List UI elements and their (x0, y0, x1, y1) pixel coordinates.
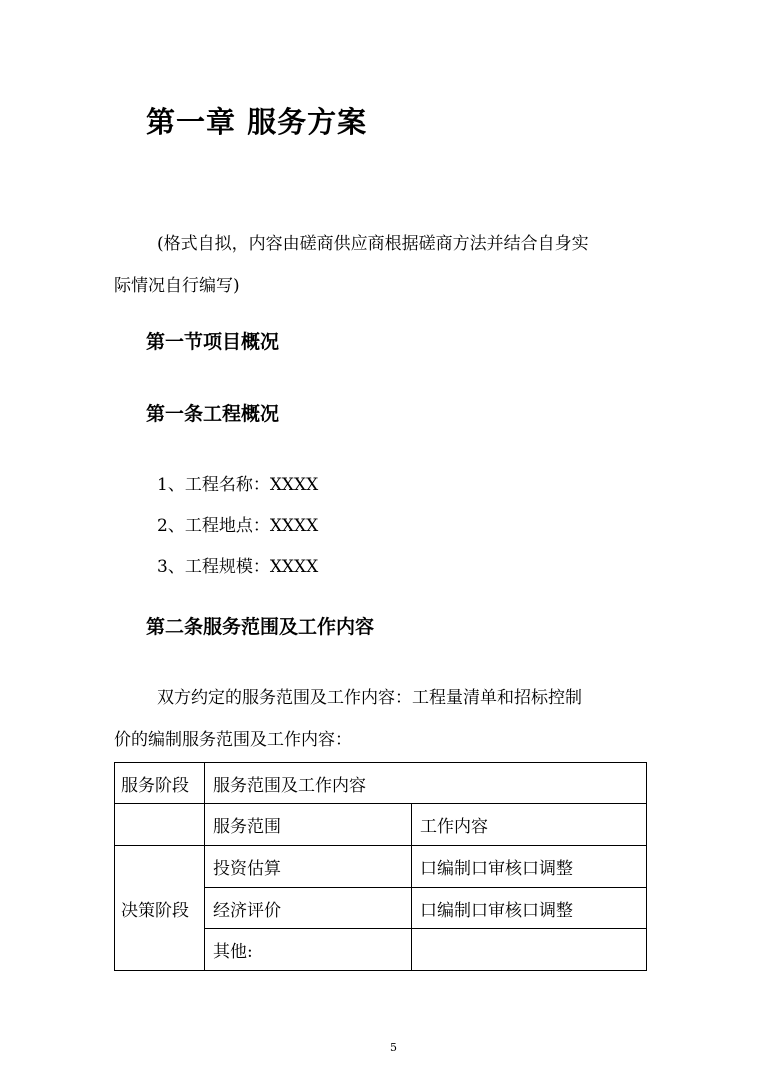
chapter-title: 第一章 服务方案 (146, 105, 368, 139)
table-row (115, 846, 647, 888)
header-stage-cell: 服务阶段 (115, 763, 205, 804)
project-item-scale: 3、工程规模：XXXX (157, 557, 319, 577)
scope-intro-line-2: 价的编制服务范围及工作内容： (114, 730, 352, 750)
subheader-empty-cell (115, 804, 205, 846)
work-cell (412, 929, 647, 971)
section-heading-project-overview: 第一节项目概况 (146, 331, 280, 353)
article-heading-project-overview: 第一条工程概况 (146, 403, 280, 425)
page-number: 5 (390, 1041, 397, 1054)
scope-cell: 其他: (205, 929, 412, 971)
intro-line-1: (格式自拟，内容由磋商供应商根据磋商方法并结合自身实 (157, 234, 589, 254)
service-scope-table (114, 762, 647, 971)
scope-intro-line-1: 双方约定的服务范围及工作内容：工程量清单和招标控制 (157, 688, 582, 708)
article-heading-service-scope: 第二条服务范围及工作内容 (146, 616, 375, 638)
scope-cell: 经济评价 (205, 888, 412, 929)
project-item-location: 2、工程地点：XXXX (157, 516, 319, 536)
stage-cell-decision: 决策阶段 (115, 846, 205, 971)
work-cell: 口编制口审核口调整 (412, 846, 647, 888)
table-header-row (115, 763, 647, 804)
table-subheader-row (115, 804, 647, 846)
project-item-name: 1、工程名称：XXXX (157, 475, 319, 495)
header-scope-work-cell: 服务范围及工作内容 (205, 763, 647, 804)
scope-cell: 投资估算 (205, 846, 412, 888)
intro-line-2: 际情况自行编写) (114, 276, 240, 296)
subheader-scope-cell: 服务范围 (205, 804, 412, 846)
work-cell: 口编制口审核口调整 (412, 888, 647, 929)
subheader-work-cell: 工作内容 (412, 804, 647, 846)
